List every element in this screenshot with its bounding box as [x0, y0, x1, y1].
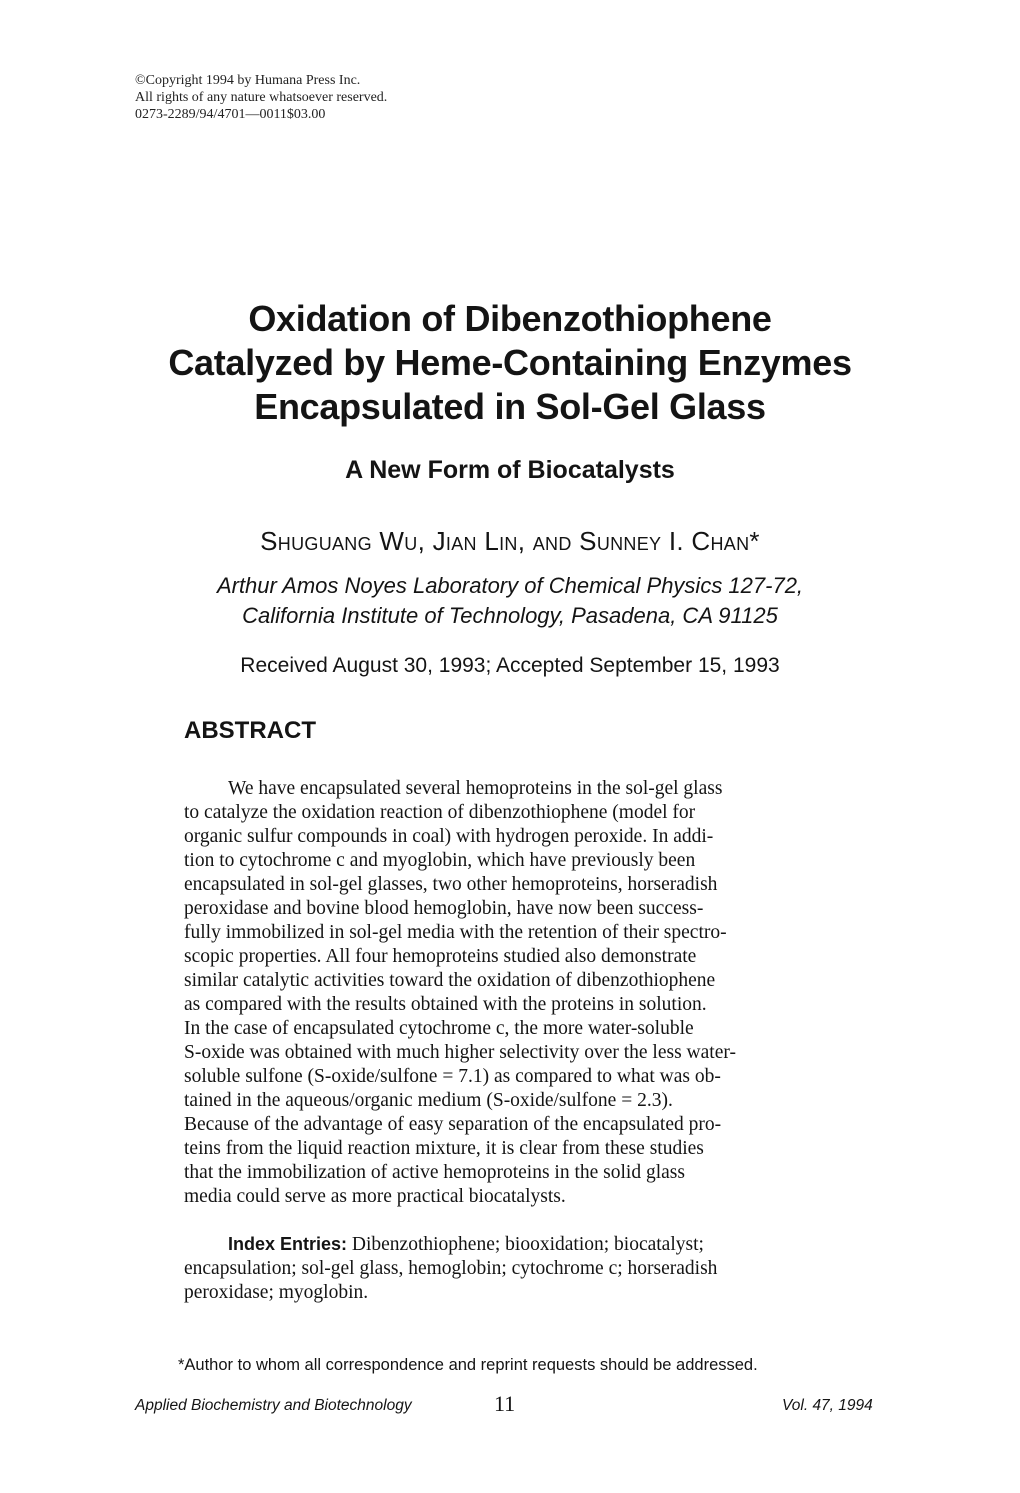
- title-line: Encapsulated in Sol-Gel Glass: [254, 386, 766, 427]
- abstract-heading: ABSTRACT: [184, 717, 316, 744]
- abstract-line: that the immobilization of active hemoproteins in the solid glass: [184, 1162, 685, 1183]
- abstract-line: similar catalytic activities toward the oxidation of dibenzothiophene: [184, 970, 716, 991]
- copyright-line: All rights of any nature whatsoever reserved.: [135, 90, 388, 105]
- index-entries: [184, 1232, 832, 1305]
- copyright-line: ©Copyright 1994 by Humana Press Inc.: [135, 73, 361, 88]
- abstract-line: peroxidase and bovine blood hemoglobin, have now been success-: [184, 898, 704, 919]
- abstract-line: tion to cytochrome c and myoglobin, which have previously been: [184, 850, 696, 871]
- page-number: 11: [494, 1391, 516, 1416]
- paper-subtitle: A New Form of Biocatalysts: [345, 456, 675, 484]
- abstract-line: tained in the aqueous/organic medium (S-oxide/sulfone = 2.3).: [184, 1090, 673, 1111]
- abstract-line: fully immobilized in sol-gel media with the retention of their spectro-: [184, 922, 727, 943]
- footer-journal-name: Applied Biochemistry and Biotechnology: [135, 1397, 412, 1414]
- abstract-line: soluble sulfone (S-oxide/sulfone = 7.1) as compared to what was ob-: [184, 1066, 721, 1087]
- index-entries-text: Dibenzothiophene; biooxidation; biocatalyst;: [351, 1234, 704, 1255]
- author-list: Shuguang Wu, Jian Lin, and Sunney I. Chan*: [260, 526, 760, 556]
- footer-volume: Vol. 47, 1994: [782, 1397, 873, 1414]
- abstract-line: scopic properties. All four hemoproteins studied also demonstrate: [184, 946, 697, 967]
- title-line: Oxidation of Dibenzothiophene: [248, 298, 772, 339]
- index-line: encapsulation; sol-gel glass, hemoglobin; cytochrome c; horseradish: [184, 1258, 718, 1279]
- received-dates: Received August 30, 1993; Accepted September 15, 1993: [240, 654, 780, 677]
- copyright-notice: [135, 72, 387, 123]
- author-footnote: *Author to whom all correspondence and reprint requests should be addressed.: [178, 1356, 758, 1374]
- abstract-body: [184, 777, 832, 1209]
- abstract-line: encapsulated in sol-gel glasses, two other hemoproteins, horseradish: [184, 874, 718, 895]
- abstract-line: S-oxide was obtained with much higher selectivity over the less water-: [184, 1042, 736, 1063]
- abstract-line: We have encapsulated several hemoproteins in the sol-gel glass: [228, 778, 723, 799]
- index-entries-label: Index Entries:: [228, 1234, 348, 1254]
- abstract-line: teins from the liquid reaction mixture, it is clear from these studies: [184, 1138, 704, 1159]
- affiliation-line: California Institute of Technology, Pasadena, CA 91125: [242, 603, 778, 628]
- affiliation: [0, 571, 1020, 631]
- abstract-line: Because of the advantage of easy separation of the encapsulated pro-: [184, 1114, 722, 1135]
- abstract-line: as compared with the results obtained with the proteins in solution.: [184, 994, 707, 1015]
- abstract-line: media could serve as more practical biocatalysts.: [184, 1186, 566, 1207]
- copyright-line: 0273-2289/94/4701—0011$03.00: [135, 107, 326, 122]
- abstract-line: In the case of encapsulated cytochrome c, the more water-soluble: [184, 1018, 694, 1039]
- index-first-line: [184, 1232, 832, 1257]
- title-line: Catalyzed by Heme-Containing Enzymes: [168, 342, 852, 383]
- abstract-line: to catalyze the oxidation reaction of dibenzothiophene (model for: [184, 802, 696, 823]
- index-line: peroxidase; myoglobin.: [184, 1282, 369, 1303]
- paper-title: [0, 297, 1020, 429]
- abstract-line: organic sulfur compounds in coal) with hydrogen peroxide. In addi-: [184, 826, 714, 847]
- affiliation-line: Arthur Amos Noyes Laboratory of Chemical Physics 127-72,: [216, 573, 804, 598]
